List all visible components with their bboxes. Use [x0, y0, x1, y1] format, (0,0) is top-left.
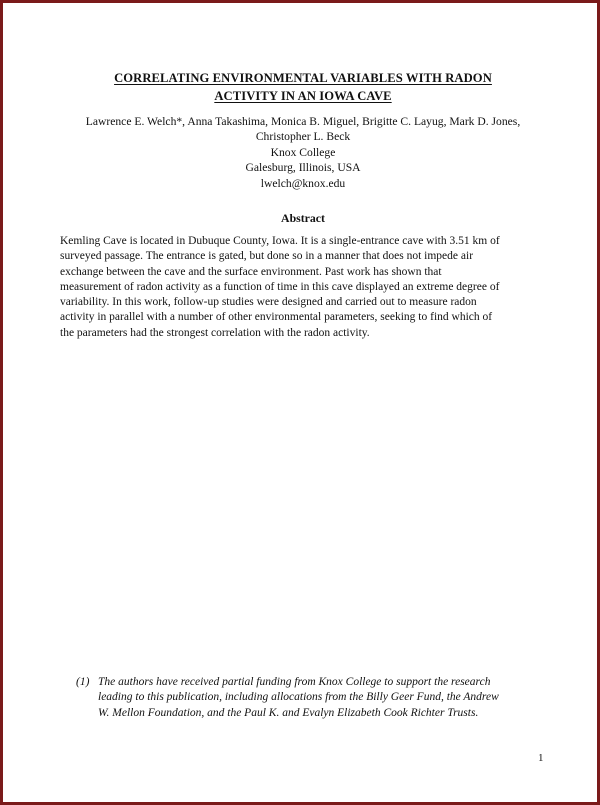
title-line-2: ACTIVITY IN AN IOWA CAVE [214, 89, 392, 103]
footnote-line: leading to this publication, including allocations from the Billy Geer Fund, the Andrew [98, 691, 499, 704]
abstract-line: Kemling Cave is located in Dubuque County, Iowa. It is a single-entrance cave with 3.51 km of [60, 235, 500, 247]
footnote-line: W. Mellon Foundation, and the Paul K. and Evalyn Elizabeth Cook Richter Trusts. [98, 706, 479, 719]
footnote-text [98, 675, 548, 721]
page-number: 1 [538, 752, 544, 764]
footnote-marker: (1) [76, 676, 90, 688]
abstract-line: exchange between the cave and the surface environment. Past work has shown that [60, 265, 442, 278]
abstract-line: surveyed passage. The entrance is gated, but done so in a manner that does not impede air [60, 250, 474, 263]
abstract-line: the parameters had the strongest correlation with the radon activity. [60, 326, 370, 339]
paper-title [46, 69, 560, 105]
abstract-line: measurement of radon activity as a function of time in this cave displayed an extreme degree of [60, 280, 500, 293]
abstract-heading: Abstract [281, 211, 325, 225]
paper-page [6, 6, 600, 805]
authors-block [46, 114, 560, 191]
abstract-line: variability. In this work, follow-up studies were designed and carried out to measure radon [60, 296, 477, 309]
author-email: lwelch@knox.edu [260, 176, 346, 190]
authors-line-1: Lawrence E. Welch*, Anna Takashima, Monica B. Miguel, Brigitte C. Layug, Mark D. Jones, [85, 115, 521, 128]
footnote-line: The authors have received partial funding from Knox College to support the research [98, 676, 491, 688]
abstract-line: activity in parallel with a number of other environmental parameters, seeking to find which of [60, 311, 493, 324]
title-line-1: CORRELATING ENVIRONMENTAL VARIABLES WITH RADON [114, 71, 492, 85]
abstract-body [60, 234, 550, 341]
authors-line-2: Christopher L. Beck [255, 130, 351, 144]
location: Galesburg, Illinois, USA [245, 161, 361, 175]
institution: Knox College [270, 145, 336, 159]
